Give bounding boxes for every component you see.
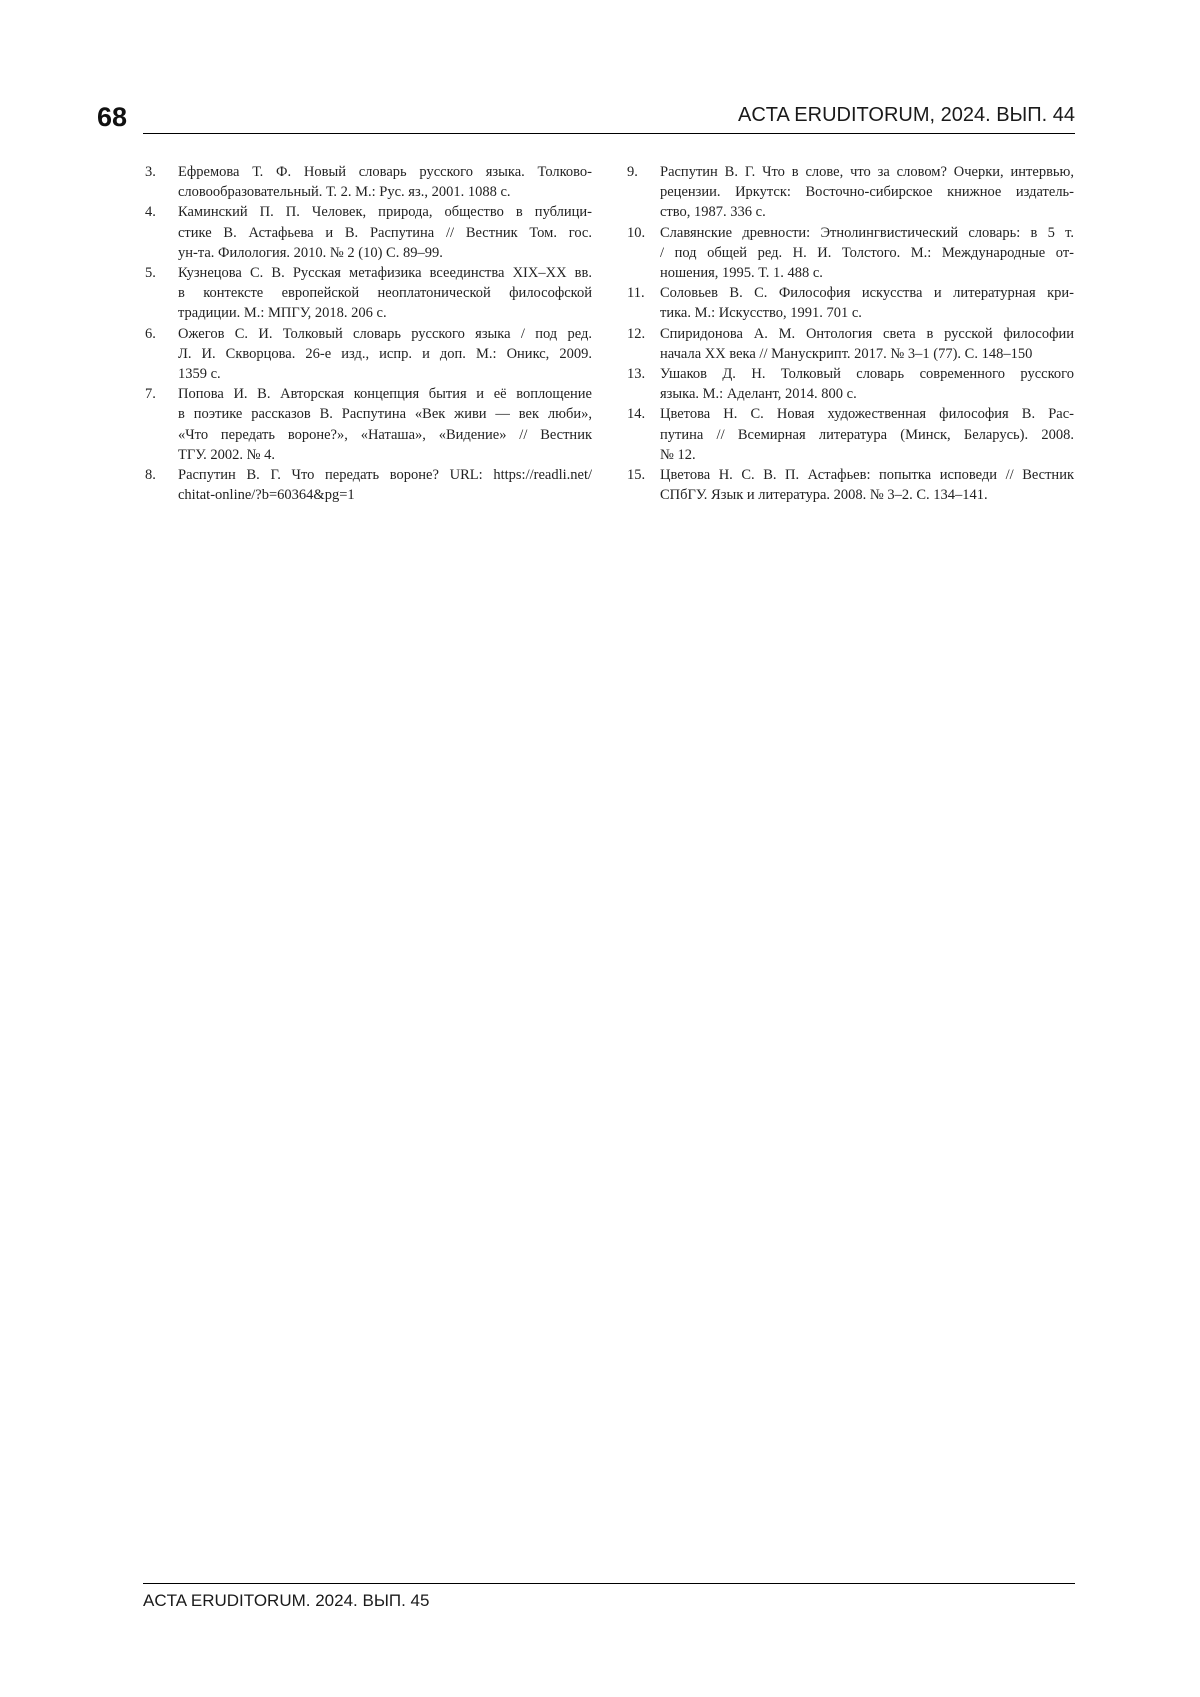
reference-line: № 12. [660, 446, 696, 463]
reference-line: Славянские древности: Этнолингвистический словарь: в 5 т. [660, 224, 1074, 241]
reference-item [145, 202, 593, 263]
reference-line: / под общей ред. Н. И. Толстого. М.: Международные от- [660, 244, 1074, 261]
reference-item [145, 162, 593, 202]
page-number: 68 [97, 102, 128, 132]
reference-number: 5. [145, 265, 156, 282]
reference-item [627, 283, 1075, 323]
reference-line: ство, 1987. 336 с. [660, 204, 766, 221]
reference-line: в контексте европейской неоплатонической философской [178, 285, 592, 302]
reference-text [660, 283, 1074, 323]
reference-line: chitat-online/?b=60364&pg=1 [178, 487, 355, 504]
reference-text [178, 263, 592, 324]
reference-number: 8. [145, 467, 156, 484]
reference-number: 15. [627, 467, 646, 484]
reference-line: начала XX века // Манускрипт. 2017. № 3–1 (77). С. 148–150 [660, 345, 1033, 362]
reference-line: Кузнецова С. В. Русская метафизика всеединства XIX–XX вв. [178, 265, 592, 282]
reference-line: Каминский П. П. Человек, природа, общество в публици- [178, 204, 592, 221]
reference-text [660, 162, 1074, 223]
reference-text [178, 324, 592, 385]
reference-line: языка. М.: Аделант, 2014. 800 с. [660, 386, 857, 403]
reference-line: стике В. Астафьева и В. Распутина // Вестник Том. гос. [178, 224, 592, 241]
reference-text [178, 202, 592, 263]
reference-text [178, 162, 592, 202]
reference-text [660, 465, 1074, 505]
running-header: ACTA ERUDITORUM, 2024. ВЫП. 44 [738, 104, 1075, 126]
reference-item [145, 384, 593, 465]
reference-number: 4. [145, 204, 156, 221]
reference-line: 1359 с. [178, 366, 221, 383]
reference-line: Соловьев В. С. Философия искусства и литературная кри- [660, 285, 1074, 302]
reference-line: Ушаков Д. Н. Толковый словарь современного русского [660, 366, 1074, 383]
reference-line: Распутин В. Г. Что передать вороне? URL: https://readli.net/ [178, 467, 592, 484]
reference-line: ун-та. Филология. 2010. № 2 (10) С. 89–99. [178, 244, 443, 261]
reference-line: тика. М.: Искусство, 1991. 701 с. [660, 305, 862, 322]
reference-text [660, 223, 1074, 284]
reference-line: словообразовательный. Т. 2. М.: Рус. яз., 2001. 1088 с. [178, 184, 511, 201]
reference-item [145, 465, 593, 505]
references-left-column [145, 162, 593, 505]
reference-item [627, 223, 1075, 284]
running-footer: ACTA ERUDITORUM. 2024. ВЫП. 45 [143, 1591, 430, 1610]
reference-item [627, 364, 1075, 404]
reference-item [145, 263, 593, 324]
reference-line: Распутин В. Г. Что в слове, что за словом? Очерки, интервью, [660, 164, 1074, 180]
reference-text [178, 465, 592, 505]
reference-line: ТГУ. 2002. № 4. [178, 446, 275, 463]
footer-divider [143, 1583, 1075, 1584]
reference-line: Цветова Н. С. В. П. Астафьев: попытка исповеди // Вестник [660, 467, 1074, 484]
reference-text [660, 404, 1074, 465]
reference-line: Цветова Н. С. Новая художественная философия В. Рас- [660, 406, 1074, 423]
reference-number: 13. [627, 366, 646, 383]
reference-line: в поэтике рассказов В. Распутина «Век живи — век люби», [178, 406, 592, 423]
reference-text [660, 364, 1074, 404]
reference-number: 3. [145, 164, 156, 180]
header-divider [143, 133, 1075, 134]
reference-line: Ожегов С. И. Толковый словарь русского языка / под ред. [178, 325, 592, 342]
reference-number: 9. [627, 164, 638, 180]
reference-number: 6. [145, 325, 156, 342]
reference-text [660, 324, 1074, 364]
reference-item [145, 324, 593, 385]
reference-line: ношения, 1995. Т. 1. 488 с. [660, 265, 823, 282]
reference-item [627, 404, 1075, 465]
reference-line: путина // Всемирная литература (Минск, Беларусь). 2008. [660, 426, 1074, 443]
reference-number: 11. [627, 285, 645, 302]
reference-line: Попова И. В. Авторская концепция бытия и её воплощение [178, 386, 592, 403]
reference-line: Спиридонова А. М. Онтология света в русской философии [660, 325, 1074, 342]
reference-line: традиции. М.: МПГУ, 2018. 206 с. [178, 305, 387, 322]
reference-line: СПбГУ. Язык и литература. 2008. № 3–2. С. 134–141. [660, 487, 988, 504]
reference-line: Л. И. Скворцова. 26-е изд., испр. и доп. М.: Оникс, 2009. [178, 345, 592, 362]
reference-item [627, 162, 1075, 223]
reference-number: 7. [145, 386, 156, 403]
reference-number: 14. [627, 406, 646, 423]
reference-line: Ефремова Т. Ф. Новый словарь русского языка. Толково- [178, 164, 592, 180]
references-right-column [627, 162, 1075, 505]
reference-number: 12. [627, 325, 646, 342]
reference-line: рецензии. Иркутск: Восточно-сибирское книжное издатель- [660, 184, 1074, 201]
reference-text [178, 384, 592, 465]
reference-line: «Что передать вороне?», «Наташа», «Видение» // Вестник [178, 426, 592, 443]
reference-item [627, 324, 1075, 364]
reference-number: 10. [627, 224, 646, 241]
reference-item [627, 465, 1075, 505]
